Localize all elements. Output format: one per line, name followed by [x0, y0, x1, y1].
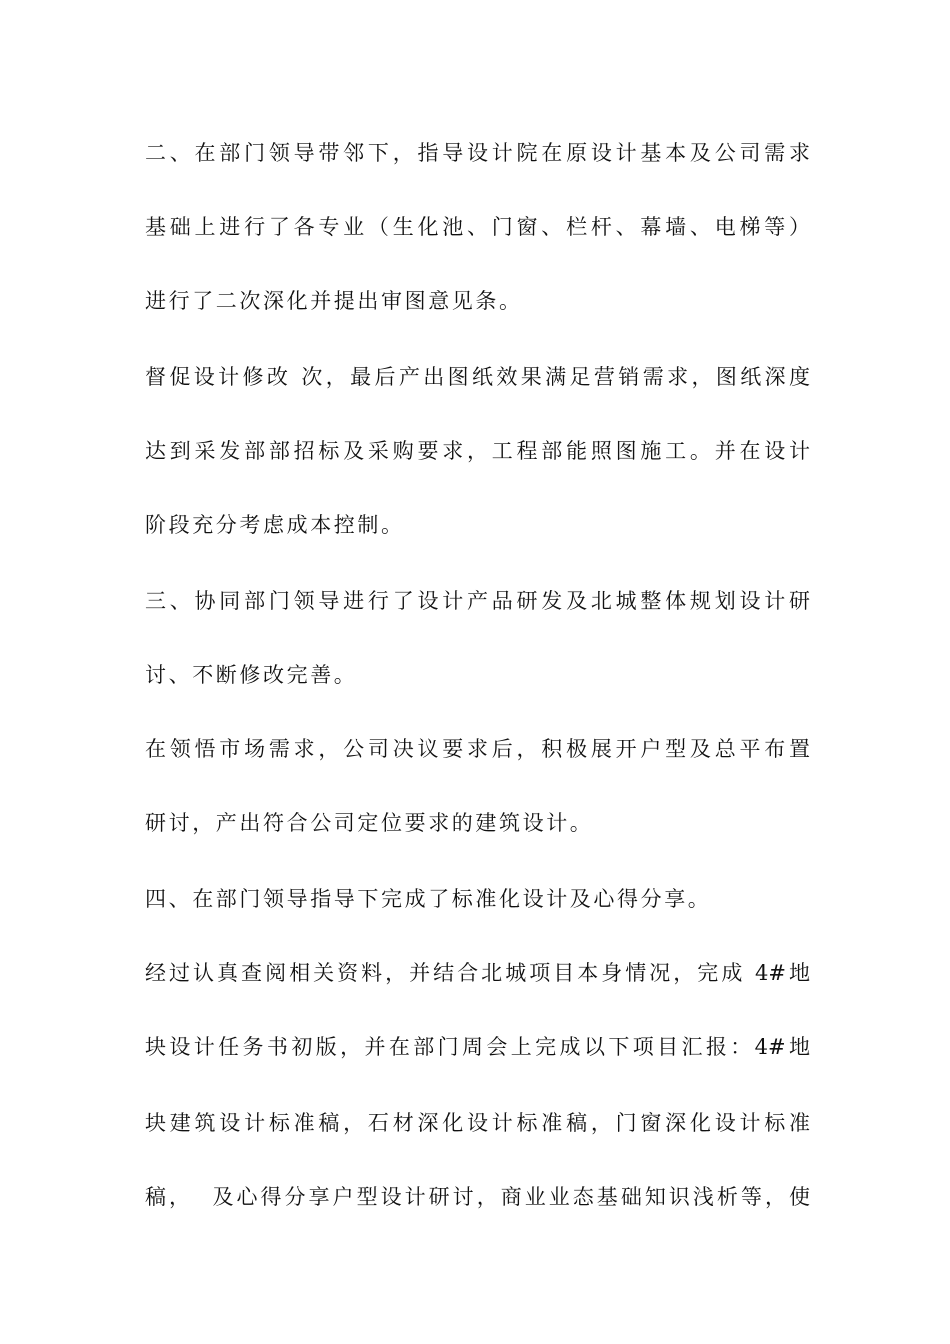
text-line: 督促设计修改 次，最后产出图纸效果满足营销需求，图纸深度	[145, 365, 810, 389]
text-line: 块设计任务书初版，并在部门周会上完成以下项目汇报：4#地	[145, 1035, 810, 1059]
text-line: 阶段充分考虑成本控制。	[145, 513, 405, 537]
text-line: 达到采发部部招标及采购要求，工程部能照图施工。并在设计	[145, 439, 810, 463]
text-line: 四、在部门领导指导下完成了标准化设计及心得分享。	[145, 887, 712, 911]
text-line: 三、协同部门领导进行了设计产品研发及北城整体规划设计研	[145, 589, 810, 613]
text-line: 二、在部门领导带邻下，指导设计院在原设计基本及公司需求	[145, 141, 810, 165]
text-line: 经过认真查阅相关资料，并结合北城项目本身情况，完成 4#地	[145, 961, 810, 985]
text-line: 稿， 及心得分享户型设计研讨，商业业态基础知识浅析等，使	[145, 1185, 810, 1209]
text-line: 在领悟市场需求，公司决议要求后，积极展开户型及总平布置	[145, 737, 810, 761]
text-line: 块建筑设计标准稿，石材深化设计标准稿，门窗深化设计标准	[145, 1111, 810, 1135]
text-line: 讨、不断修改完善。	[145, 663, 358, 687]
text-line: 基础上进行了各专业（生化池、门窗、栏杆、幕墙、电梯等）	[145, 215, 810, 239]
text-line: 进行了二次深化并提出审图意见条。	[145, 289, 523, 313]
text-line: 研讨，产出符合公司定位要求的建筑设计。	[145, 811, 594, 835]
